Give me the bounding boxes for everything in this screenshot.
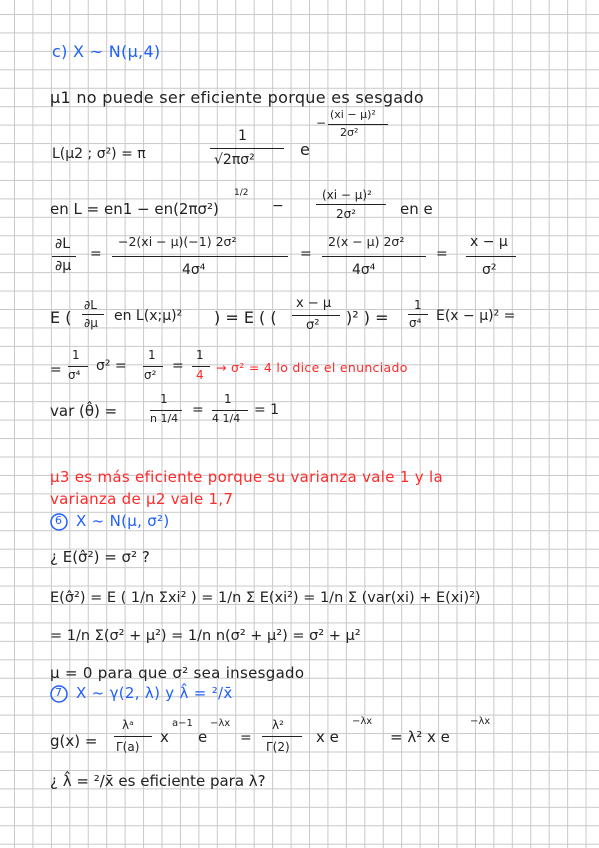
loglik-sup: 1/2 (234, 188, 249, 198)
gamma-c: x (160, 728, 169, 746)
deriv-eq3: = (436, 246, 448, 262)
fisher2-d-den: σ² (144, 368, 157, 382)
deriv-f1-den: 4σ⁴ (182, 262, 206, 278)
exp-den: 2σ² (340, 126, 359, 139)
fisher-b-num: ∂L (84, 298, 97, 312)
problem-6-header: X ~ N(μ, σ²) (76, 512, 170, 530)
fraction-den: √2πσ² (214, 152, 255, 168)
text-line: μ1 no puede ser eficiente porque es sesgado (50, 88, 424, 107)
fisher-g-num: 1 (414, 298, 422, 312)
gamma-f-num: λ² (272, 718, 284, 732)
question-line: ¿ E(σ̂²) = σ² ? (50, 548, 150, 566)
conclusion-line: μ = 0 para que σ² sea insesgado (50, 664, 305, 682)
red-annotation: → σ² = 4 lo dice el enunciado (216, 360, 408, 375)
expectation-line: E(σ̂²) = E ( 1/n Σxi² ) = 1/n Σ E(xi²) = 1/n Σ (var(xi) + E(xi)²) (50, 590, 481, 606)
exp-num: (xi − μ)² (330, 108, 376, 121)
red-note-line-1: μ3 es más eficiente porque su varianza vale 1 y la (50, 468, 443, 486)
loglik-den: 2σ² (336, 207, 357, 221)
fisher-f: )² ) = (346, 308, 389, 327)
final-question: ¿ λ̂ = ²/x̄ es eficiente para λ? (50, 772, 266, 790)
var-b-num: 1 (160, 392, 168, 406)
var-c: = (192, 402, 204, 418)
problem-6-number: 6 (55, 514, 62, 527)
gamma-a: g(x) = (50, 732, 98, 750)
deriv-den: ∂μ (55, 258, 72, 274)
likelihood-lhs: L(μ2 ; σ²) = π (52, 146, 146, 162)
loglik-tail: en e (400, 200, 433, 218)
deriv-f3-den: σ² (482, 262, 497, 278)
fisher-a: E ( (50, 308, 72, 327)
fisher2-d-num: 1 (148, 348, 156, 362)
fisher-e-num: x − μ (296, 296, 332, 311)
deriv-eq2: = (300, 246, 312, 262)
var-b-den: n 1/4 (150, 412, 179, 425)
exp-sign: − (316, 116, 327, 130)
deriv-eq1: = (90, 246, 102, 262)
exp-base: e (300, 140, 310, 159)
deriv-f1-num: −2(xi − μ)(−1) 2σ² (118, 234, 237, 249)
deriv-num: ∂L (55, 236, 71, 252)
gamma-g: x e (316, 728, 339, 746)
gamma-f-den: Γ(2) (266, 740, 290, 754)
fisher2-f-num: 1 (196, 348, 204, 362)
gamma-b-bar (114, 736, 152, 737)
fisher2-a: = (50, 362, 62, 378)
var-a: var (θ̂) = (50, 402, 118, 420)
expectation-line-2: = 1/n Σ(σ² + μ²) = 1/n n(σ² + μ²) = σ² + μ² (50, 628, 361, 644)
fisher2-b-num: 1 (72, 348, 80, 362)
loglik-num: (xi − μ)² (322, 188, 372, 202)
fisher-g-den: σ⁴ (409, 316, 422, 330)
fisher-h: E(x − μ)² = (436, 308, 516, 324)
fisher2-b-den: σ⁴ (68, 368, 81, 382)
gamma-f-bar (262, 736, 302, 737)
gamma-d-sup: −λx (210, 718, 231, 729)
gamma-b-den: Γ(a) (116, 740, 140, 754)
var-d-den: 4 1/4 (212, 412, 241, 425)
loglik-sign: − (272, 198, 284, 214)
fisher-c: en L(x;μ)² (114, 308, 183, 324)
fisher-d: ) = E ( ( (214, 308, 277, 327)
gamma-c-sup: a−1 (172, 718, 193, 729)
gamma-h: = λ² x e (390, 728, 450, 746)
deriv-f2-den: 4σ⁴ (352, 262, 376, 278)
fisher2-c: σ² = (96, 358, 127, 374)
problem-7-header: X ~ γ(2, λ) y λ̂ = ²/x̄ (76, 684, 233, 702)
red-note-line-2: varianza de μ2 vale 1,7 (50, 490, 234, 508)
deriv-f2-num: 2(x − μ) 2σ² (328, 234, 405, 249)
fraction-num: 1 (238, 128, 247, 144)
problem-7-number: 7 (55, 686, 62, 699)
var-d-num: 1 (224, 392, 232, 406)
var-e: = 1 (254, 402, 280, 418)
gamma-b-num: λᵃ (122, 718, 134, 732)
gamma-e: = (240, 730, 252, 746)
gamma-d: e (198, 728, 208, 746)
loglik-line: en L = en1 − en(2πσ²) (50, 200, 219, 218)
fisher-b-den: ∂μ (84, 316, 98, 330)
deriv-f3-num: x − μ (470, 234, 508, 250)
section-c-header: c) X ~ N(μ,4) (52, 42, 161, 61)
fisher2-e: = (172, 358, 184, 374)
fisher2-f-den: 4 (196, 368, 204, 382)
gamma-h-sup: −λx (470, 716, 491, 727)
gamma-g-sup: −λx (352, 716, 373, 727)
fisher-e-den: σ² (306, 318, 320, 333)
